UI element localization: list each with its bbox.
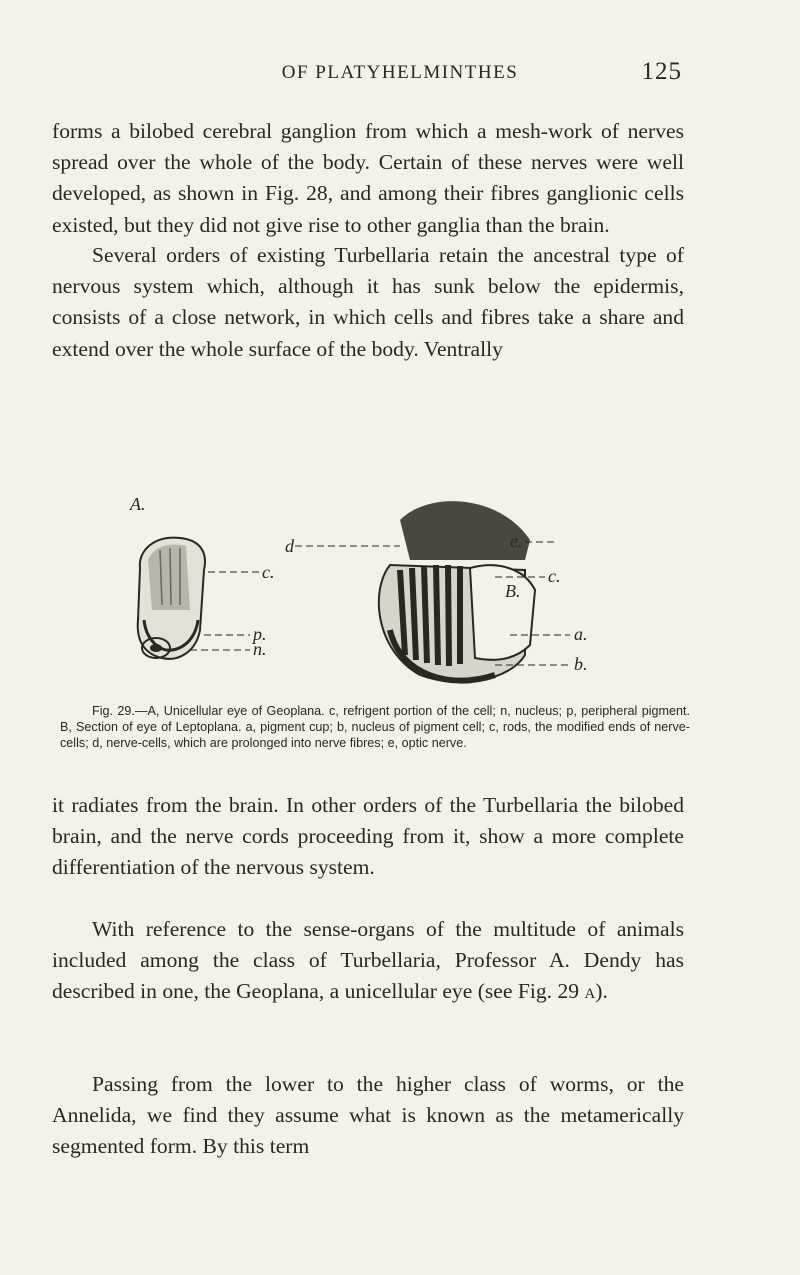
figure-a-unicellular-eye: [129, 494, 275, 659]
paragraph-4-text: With reference to the sense-organs of the multitude of animals included among the class of Turbellaria, Professor A. Dendy has described in one, the Geoplana, a unicellular eye (see Fig. 29: [52, 917, 684, 1004]
label-b: b.: [574, 654, 588, 674]
paragraph-4: [52, 914, 684, 1008]
figure-caption-text: Fig. 29.—A, Unicellular eye of Geoplana. c, refrigent portion of the cell; n, nucleus; p, peripheral pigment. B, Section of eye of Leptoplana. a, pigment cup; b, nucleus of pigment cell; c, rods, the modified ends of nerve-cells; d, nerve-cells, which are prolonged into nerve fibres; e, optic nerve.: [60, 704, 690, 751]
label-c-right: c.: [548, 566, 561, 586]
label-e: e.: [510, 531, 523, 551]
label-c-left: c.: [262, 562, 275, 582]
figure-b-section-of-eye: [285, 501, 588, 682]
paragraph-4-end: ).: [595, 979, 608, 1004]
label-d: d: [285, 536, 294, 556]
page-number: 125: [641, 58, 682, 85]
figure-29-illustration: [100, 480, 700, 695]
paragraph-2: Several orders of existing Turbellaria retain the ancestral type of nervous system which, although it has sunk below the epidermis, consists of a close network, in which cells and fibres take a share and extend over the whole surface of the body. Ventrally: [52, 243, 684, 361]
paragraph-5: Passing from the lower to the higher class of worms, or the Annelida, we find they assume what is known as the metamerically segmented form. By this term: [52, 1072, 684, 1159]
label-B: B.: [505, 581, 521, 601]
paragraph-4-fig-ref: a: [584, 979, 596, 1004]
label-a: a.: [574, 624, 588, 644]
page-header: [0, 58, 800, 94]
running-head: OF PLATYHELMINTHES: [281, 62, 519, 83]
label-p: p.: [253, 624, 267, 644]
figure-caption: [60, 703, 690, 752]
paragraph-1: forms a bilobed cerebral ganglion from which a mesh-work of nerves spread over the whole of the body. Certain of these nerves were well developed, as shown in Fig. 28, and among their fibres ganglionic cells existed, but they did not give rise to other ganglia than the brain.: [52, 119, 684, 237]
paragraph-3: it radiates from the brain. In other orders of the Turbellaria the bilobed brain, and the nerve cords proceeding from it, show a more complete differentiation of the nervous system.: [52, 793, 684, 880]
label-n: n.: [253, 639, 267, 659]
label-A: A.: [130, 494, 146, 514]
